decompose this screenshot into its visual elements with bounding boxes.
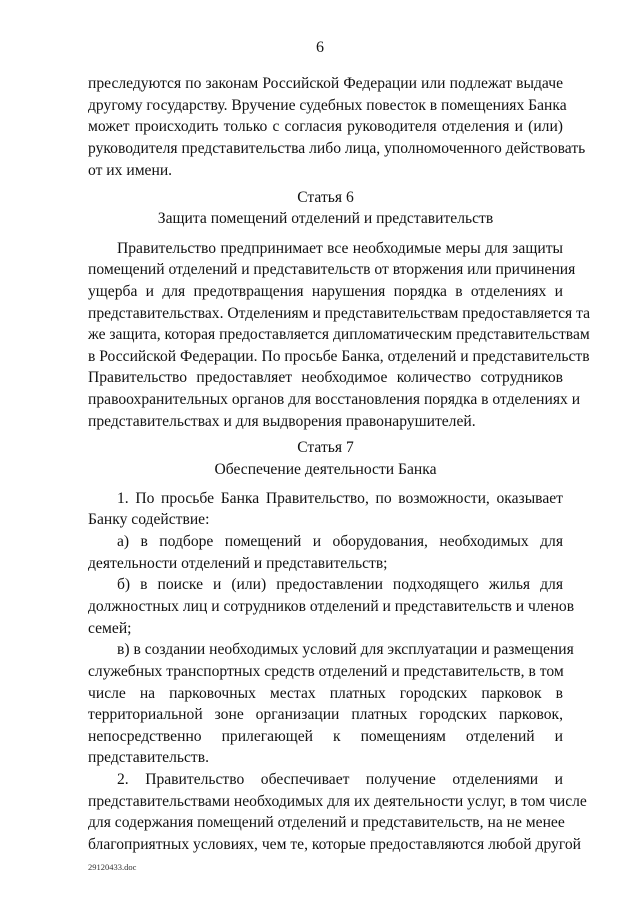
body-text-line: же защита, которая предоставляется дипломатическим представительствам [88, 326, 590, 343]
body-text-line: руководителя представительства либо лица, уполномоченного действовать [88, 140, 586, 157]
body-text-line: 1. По просьбе Банка Правительство, по возможности, оказывает [117, 490, 563, 507]
body-text-line: правоохранительных органов для восстановления порядка в отделениях и [88, 391, 581, 408]
body-text-line: ущерба и для предотвращения нарушения порядка в отделениях и [88, 283, 563, 300]
body-text-line: территориальной зоне организации платных городских парковок, [88, 706, 563, 723]
body-text-line: Правительство предоставляет необходимое количество сотрудников [88, 369, 563, 386]
body-text-line: для содержания помещений отделений и представительств, на не менее [88, 814, 565, 831]
body-text-line: семей; [88, 620, 132, 637]
body-text-line: от их имени. [88, 162, 173, 179]
body-text-line: б) в поиске и (или) предоставлении подходящего жилья для [117, 576, 563, 593]
body-text-line: в) в создании необходимых условий для эксплуатации и размещения [117, 641, 574, 658]
body-text-line: непосредственно прилегающей к помещениям отделений и [88, 728, 563, 745]
page-number: 6 [316, 39, 324, 56]
body-text-line: Правительство предпринимает все необходимые меры для защиты [117, 240, 563, 257]
body-text-line: числе на парковочных местах платных городских парковок в [88, 685, 563, 702]
body-text-line: а) в подборе помещений и оборудования, необходимых для [117, 533, 563, 550]
body-text-line: должностных лиц и сотрудников отделений и представительств и членов [88, 598, 575, 615]
body-text-line: Банку содействие: [88, 511, 210, 528]
body-text-line: в Российской Федерации. По просьбе Банка, отделений и представительств [88, 348, 590, 365]
body-text-line: может происходить только с согласия руководителя отделения и (или) [88, 118, 563, 135]
body-text-line: деятельности отделений и представительств; [88, 555, 388, 572]
body-text-line: помещений отделений и представительств от вторжения или причинения [88, 261, 576, 278]
body-text-line: представительств. [88, 749, 209, 766]
article-7-heading: Статья 7 [297, 439, 354, 456]
body-text-line: служебных транспортных средств отделений и представительств, в том [88, 663, 564, 680]
article-6-heading: Статья 6 [297, 189, 354, 206]
article-7-title: Обеспечение деятельности Банка [214, 461, 437, 478]
body-text-line: преследуются по законам Российской Федерации или подлежат выдаче [88, 75, 563, 92]
body-text-line: представительствах и для выдворения правонарушителей. [88, 413, 476, 430]
body-text-line: другому государству. Вручение судебных повесток в помещениях Банка [88, 97, 567, 114]
body-text-line: 2. Правительство обеспечивает получение отделениями и [117, 771, 563, 788]
body-text-line: благоприятных условиях, чем те, которые предоставляются любой другой [88, 836, 582, 853]
article-6-title: Защита помещений отделений и представительств [157, 210, 494, 227]
document-filename: 29120433.doc [88, 862, 137, 872]
body-text-line: представительствах. Отделениям и представительствам предоставляется та [88, 305, 591, 322]
body-text-line: представительствами необходимых для их деятельности услуг, в том числе [88, 793, 587, 810]
